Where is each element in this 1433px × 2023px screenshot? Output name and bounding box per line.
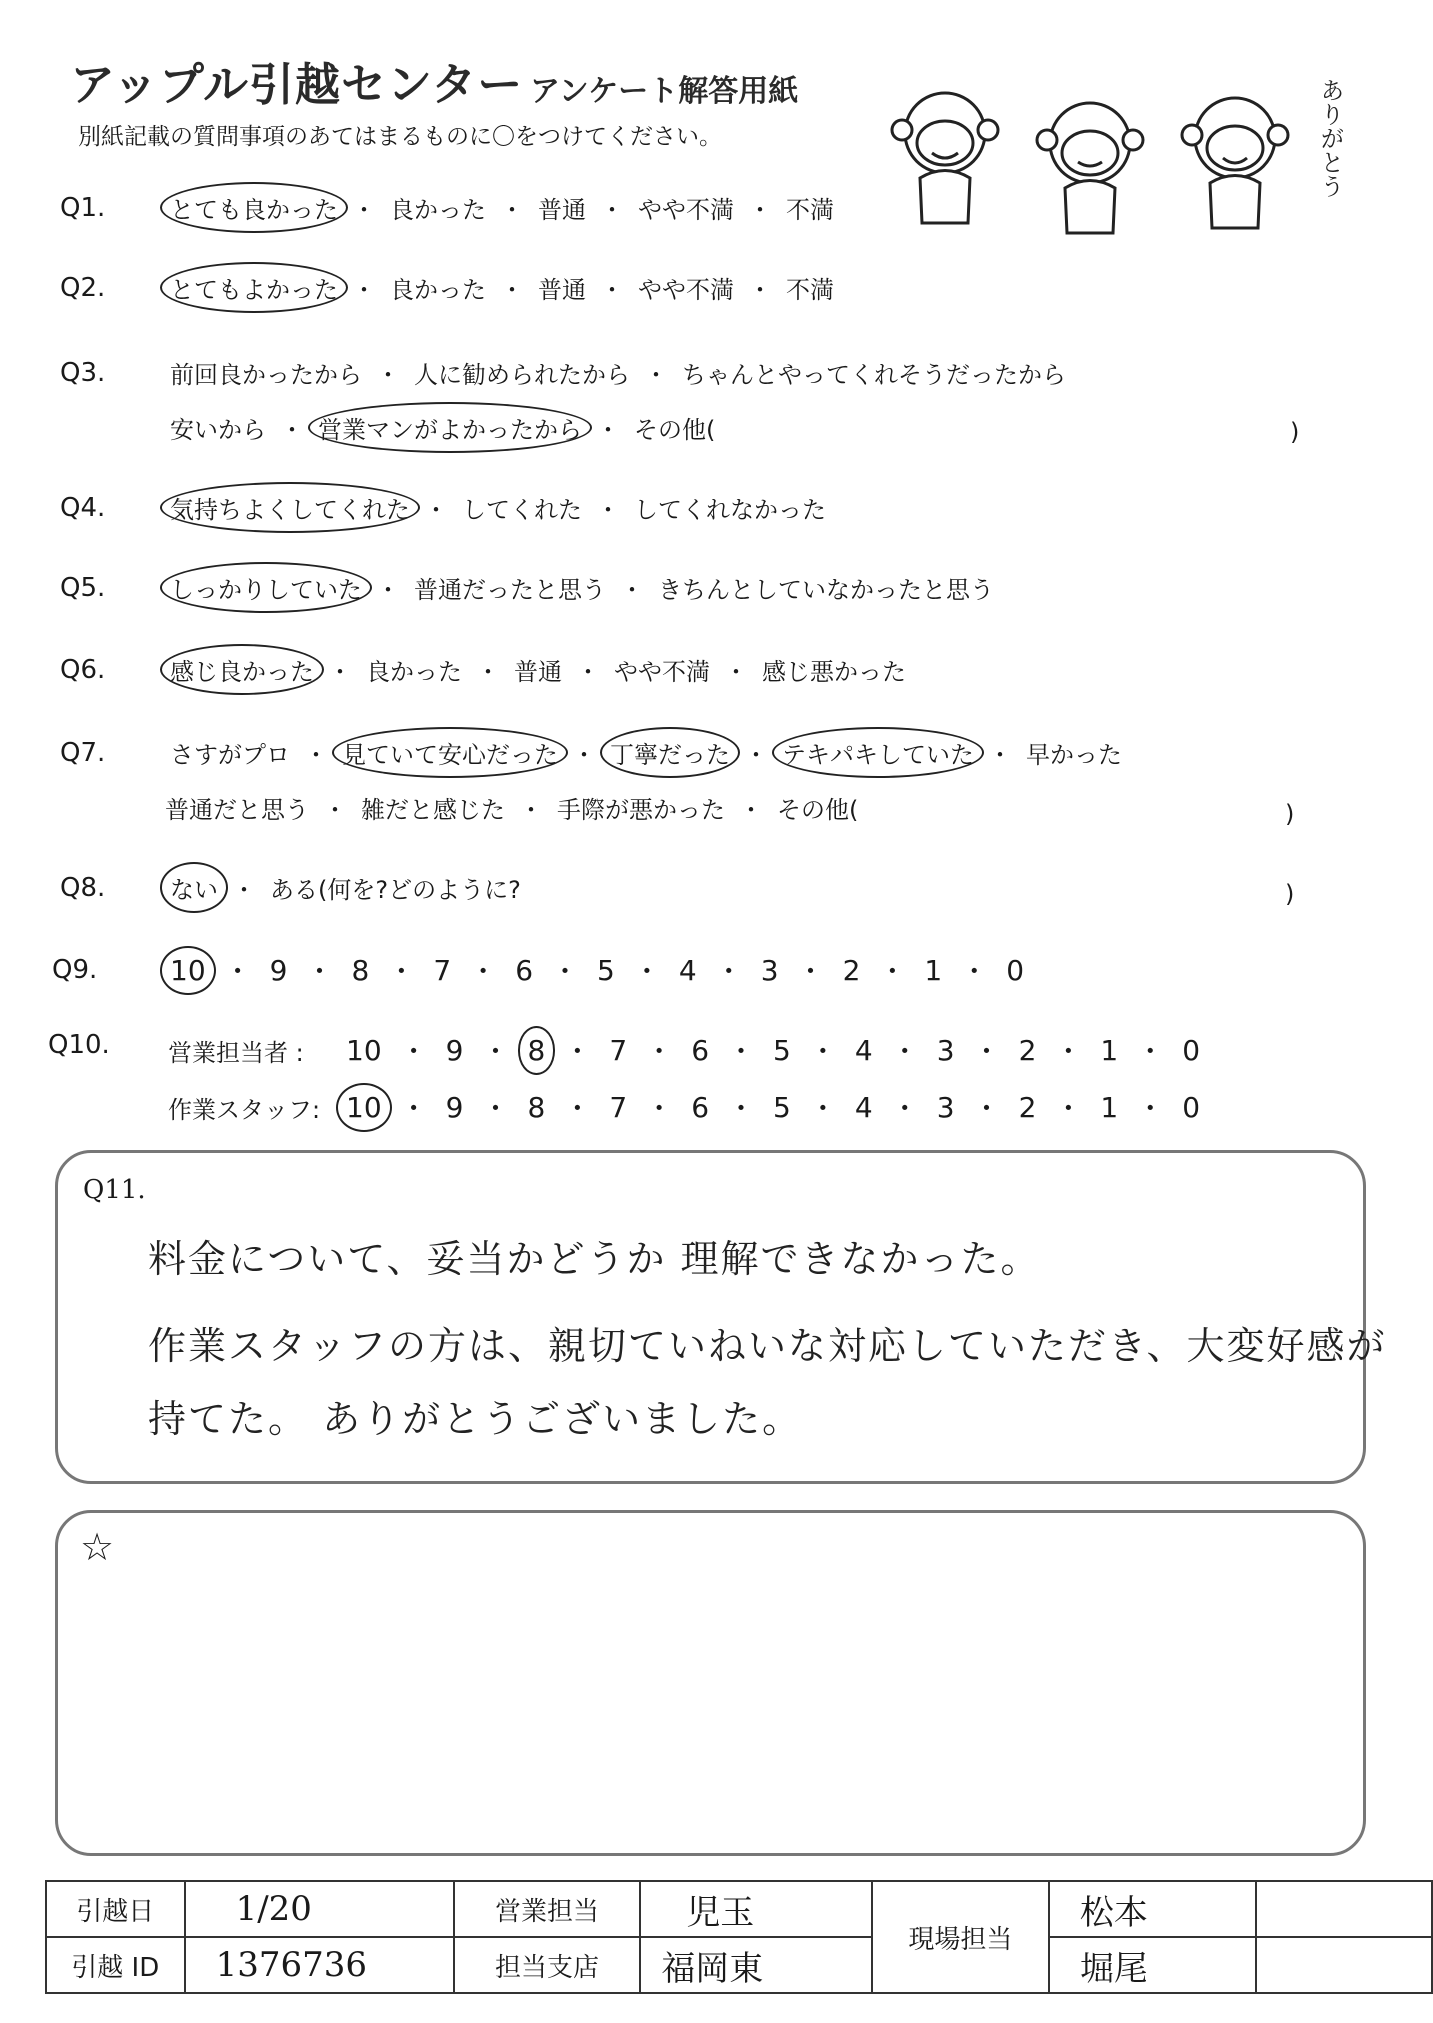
q10-sales-score-2[interactable]: 2 bbox=[1018, 1033, 1037, 1067]
move-date-value: 1/20 bbox=[185, 1881, 454, 1937]
q10-staff-score-8[interactable]: 8 bbox=[527, 1090, 546, 1124]
question-q9: Q9. 10 ・ 9 ・ 8 ・ 7 ・ 6 ・ 5 ・ 4 ・ 3 ・ 2 ・ 1 ・ 0 bbox=[52, 953, 1025, 988]
question-q7-line2: 普通だと思う ・ 雑だと感じた ・ 手際が悪かった ・ その他( bbox=[165, 790, 858, 825]
q11-comment-line-1: 料金について、妥当かどうか 理解できなかった。 bbox=[148, 1237, 1041, 1281]
move-id-value: 1376736 bbox=[185, 1937, 454, 1993]
q5-number: Q5. bbox=[60, 572, 106, 603]
move-info-table bbox=[45, 1880, 1433, 1994]
q11-comment-line-3: 持てた。 ありがとうございました。 bbox=[148, 1397, 803, 1441]
q9-score-2[interactable]: 2 bbox=[842, 953, 861, 987]
question-q5: Q5. しっかりしていた ・ 普通だったと思う ・ きちんとしていなかったと思う bbox=[60, 570, 994, 605]
monkey-mascot-left bbox=[892, 93, 998, 223]
q10-staff-label: 作業スタッフ: bbox=[168, 1095, 321, 1124]
q8-option-none[interactable]: ない bbox=[170, 870, 218, 905]
q10-number: Q10. bbox=[48, 1030, 110, 1060]
q9-score-9[interactable]: 9 bbox=[269, 953, 288, 987]
q8-option-some[interactable]: ある(何を?どのように? bbox=[270, 876, 521, 904]
q1-option-dissatisfied[interactable]: 不満 bbox=[786, 196, 834, 224]
q10-sales-score-10[interactable]: 10 bbox=[346, 1033, 382, 1067]
q9-score-10[interactable]: 10 bbox=[170, 953, 206, 987]
q10-sales-score-4[interactable]: 4 bbox=[854, 1033, 873, 1067]
q10-sales-score-3[interactable]: 3 bbox=[936, 1033, 955, 1067]
q8-close: ) bbox=[1285, 880, 1295, 908]
empty-cell-1 bbox=[1256, 1881, 1432, 1937]
q7-option-normal[interactable]: 普通だと思う bbox=[165, 796, 309, 824]
q11-comment-line-2: 作業スタッフの方は、親切ていねいな対応していただき、大変好感が bbox=[148, 1324, 1387, 1368]
q10-sales-score-0[interactable]: 0 bbox=[1182, 1033, 1201, 1067]
q7-number: Q7. bbox=[60, 737, 106, 768]
move-id-label: 引越 ID bbox=[46, 1937, 185, 1993]
q5-option-thorough[interactable]: しっかりしていた bbox=[170, 570, 362, 605]
q6-option-good[interactable]: 良かった bbox=[366, 658, 462, 686]
company-title: アップル引越センター bbox=[70, 58, 524, 111]
sales-value: 児玉 bbox=[640, 1881, 872, 1937]
q10-staff-score-1[interactable]: 1 bbox=[1100, 1090, 1119, 1124]
q6-option-very-nice[interactable]: 感じ良かった bbox=[170, 652, 314, 687]
q6-number: Q6. bbox=[60, 654, 106, 685]
q8-number: Q8. bbox=[60, 872, 106, 903]
q4-option-pleasant[interactable]: 気持ちよくしてくれた bbox=[170, 490, 410, 525]
branch-value: 福岡東 bbox=[640, 1937, 872, 1993]
q9-score-4[interactable]: 4 bbox=[678, 953, 697, 987]
question-q3-line2: 安いから ・ 営業マンがよかったから ・ その他( bbox=[170, 410, 715, 445]
q1-option-good[interactable]: 良かった bbox=[390, 196, 486, 224]
q2-option-normal[interactable]: 普通 bbox=[538, 276, 586, 304]
question-q3-line1: Q3. 前回良かったから ・ 人に勧められたから ・ ちゃんとやってくれそうだったから bbox=[60, 355, 1066, 390]
q6-option-normal[interactable]: 普通 bbox=[514, 658, 562, 686]
q1-option-normal[interactable]: 普通 bbox=[538, 196, 586, 224]
sales-label: 営業担当 bbox=[454, 1881, 641, 1937]
q11-label: Q11. bbox=[83, 1175, 146, 1205]
q9-score-0[interactable]: 0 bbox=[1006, 953, 1025, 987]
star-icon: ☆ bbox=[80, 1525, 115, 1569]
q1-option-very-good[interactable]: とても良かった bbox=[170, 190, 338, 225]
q3-option-recommended[interactable]: 人に勧められたから bbox=[414, 361, 630, 389]
q3-option-previous[interactable]: 前回良かったから bbox=[170, 361, 362, 389]
question-q10-sales: 営業担当者 : 10 ・ 9 ・ 8 ・ 7 ・ 6 ・ 5 ・ 4 ・ 3 ・ 2 ・ 1 ・ 0 bbox=[168, 1033, 1201, 1068]
q10-staff-score-6[interactable]: 6 bbox=[691, 1090, 710, 1124]
question-q7-line1: Q7. さすがプロ ・ 見ていて安心だった ・ 丁寧だった ・ テキパキしていた ・ 早かった bbox=[60, 735, 1122, 770]
empty-cell-2 bbox=[1256, 1937, 1432, 1993]
move-date-label: 引越日 bbox=[46, 1881, 185, 1937]
q9-score-5[interactable]: 5 bbox=[597, 953, 615, 987]
q10-staff-score-7[interactable]: 7 bbox=[609, 1090, 628, 1124]
q10-sales-score-9[interactable]: 9 bbox=[445, 1033, 464, 1067]
q5-option-not-proper[interactable]: きちんとしていなかったと思う bbox=[658, 576, 994, 604]
q3-option-cheap[interactable]: 安いから bbox=[170, 416, 266, 444]
q9-score-6[interactable]: 6 bbox=[515, 953, 534, 987]
q10-sales-score-8[interactable]: 8 bbox=[527, 1033, 546, 1067]
q7-option-fast[interactable]: 早かった bbox=[1026, 741, 1122, 769]
q10-staff-score-9[interactable]: 9 bbox=[445, 1090, 464, 1124]
site-value-1: 松本 bbox=[1049, 1881, 1256, 1937]
q9-score-3[interactable]: 3 bbox=[760, 953, 779, 987]
question-q2: Q2. とてもよかった ・ 良かった ・ 普通 ・ やや不満 ・ 不満 bbox=[60, 270, 834, 305]
q10-sales-score-7[interactable]: 7 bbox=[609, 1033, 628, 1067]
q2-option-good[interactable]: 良かった bbox=[390, 276, 486, 304]
q7-option-polite[interactable]: 丁寧だった bbox=[610, 735, 730, 770]
q11-comment-box[interactable] bbox=[55, 1150, 1387, 1484]
q2-option-somewhat-dissatisfied[interactable]: やや不満 bbox=[638, 276, 734, 304]
star-comment-box[interactable] bbox=[55, 1510, 1366, 1856]
q10-staff-score-0[interactable]: 0 bbox=[1182, 1090, 1201, 1124]
q7-other-close: ) bbox=[1285, 800, 1295, 828]
q6-option-somewhat-dissatisfied[interactable]: やや不満 bbox=[614, 658, 710, 686]
q2-option-very-good[interactable]: とてもよかった bbox=[170, 270, 338, 305]
q9-score-1[interactable]: 1 bbox=[924, 953, 943, 987]
q10-staff-score-10[interactable]: 10 bbox=[346, 1090, 382, 1124]
q4-number: Q4. bbox=[60, 492, 106, 523]
q6-option-bad[interactable]: 感じ悪かった bbox=[762, 658, 906, 686]
question-q1: Q1. とても良かった ・ 良かった ・ 普通 ・ やや不満 ・ 不満 bbox=[60, 190, 834, 225]
monkey-mascots-illustration bbox=[890, 58, 1350, 248]
q7-option-reassuring[interactable]: 見ていて安心だった bbox=[342, 735, 558, 770]
q10-sales-label: 営業担当者 : bbox=[168, 1038, 304, 1067]
q10-sales-score-5[interactable]: 5 bbox=[773, 1033, 791, 1067]
q10-staff-score-2[interactable]: 2 bbox=[1018, 1090, 1037, 1124]
site-value-2: 堀尾 bbox=[1049, 1937, 1256, 1993]
q10-staff-score-3[interactable]: 3 bbox=[936, 1090, 955, 1124]
q9-score-7[interactable]: 7 bbox=[433, 953, 452, 987]
q2-option-dissatisfied[interactable]: 不満 bbox=[786, 276, 834, 304]
q7-option-sloppy[interactable]: 雑だと感じた bbox=[361, 796, 505, 824]
q9-score-8[interactable]: 8 bbox=[351, 953, 370, 987]
q7-option-efficient[interactable]: テキパキしていた bbox=[782, 735, 974, 770]
q10-sales-score-1[interactable]: 1 bbox=[1100, 1033, 1119, 1067]
q2-number: Q2. bbox=[60, 272, 106, 303]
instruction-text: 別紙記載の質問事項のあてはまるものに〇をつけてください。 bbox=[78, 124, 722, 150]
site-label: 現場担当 bbox=[872, 1881, 1049, 1993]
q5-option-normal[interactable]: 普通だったと思う bbox=[414, 576, 606, 604]
q3-option-reliable[interactable]: ちゃんとやってくれそうだったから bbox=[682, 361, 1066, 389]
q3-option-other[interactable]: その他( bbox=[634, 416, 716, 444]
form-subtitle: アンケート解答用紙 bbox=[530, 74, 799, 109]
q7-option-professional[interactable]: さすがプロ bbox=[170, 741, 290, 769]
q3-option-salesperson[interactable]: 営業マンがよかったから bbox=[318, 410, 582, 445]
question-q6: Q6. 感じ良かった ・ 良かった ・ 普通 ・ やや不満 ・ 感じ悪かった bbox=[60, 652, 906, 687]
question-q10-staff: 作業スタッフ: 10 ・ 9 ・ 8 ・ 7 ・ 6 ・ 5 ・ 4 ・ 3 ・ 2 ・ 1 ・ 0 bbox=[168, 1090, 1201, 1125]
q10-sales-score-6[interactable]: 6 bbox=[691, 1033, 710, 1067]
q1-option-somewhat-dissatisfied[interactable]: やや不満 bbox=[638, 196, 734, 224]
monkey-mascot-middle bbox=[1037, 103, 1143, 233]
mascot-thanks-text: ありがとう bbox=[1316, 78, 1344, 198]
q4-option-did[interactable]: してくれた bbox=[462, 496, 582, 524]
q9-number: Q9. bbox=[52, 955, 98, 985]
q4-option-did-not[interactable]: してくれなかった bbox=[634, 496, 826, 524]
q3-other-close: ) bbox=[1290, 418, 1300, 446]
q7-option-other[interactable]: その他( bbox=[777, 796, 859, 824]
monkey-mascot-right bbox=[1182, 98, 1288, 228]
question-q4: Q4. 気持ちよくしてくれた ・ してくれた ・ してくれなかった bbox=[60, 490, 826, 525]
q7-option-clumsy[interactable]: 手際が悪かった bbox=[557, 796, 725, 824]
q10-staff-score-5[interactable]: 5 bbox=[773, 1090, 791, 1124]
q10-staff-score-4[interactable]: 4 bbox=[854, 1090, 873, 1124]
q3-number: Q3. bbox=[60, 357, 106, 388]
question-q8: Q8. ない ・ ある(何を?どのように? bbox=[60, 870, 521, 905]
branch-label: 担当支店 bbox=[454, 1937, 641, 1993]
q1-number: Q1. bbox=[60, 192, 106, 223]
